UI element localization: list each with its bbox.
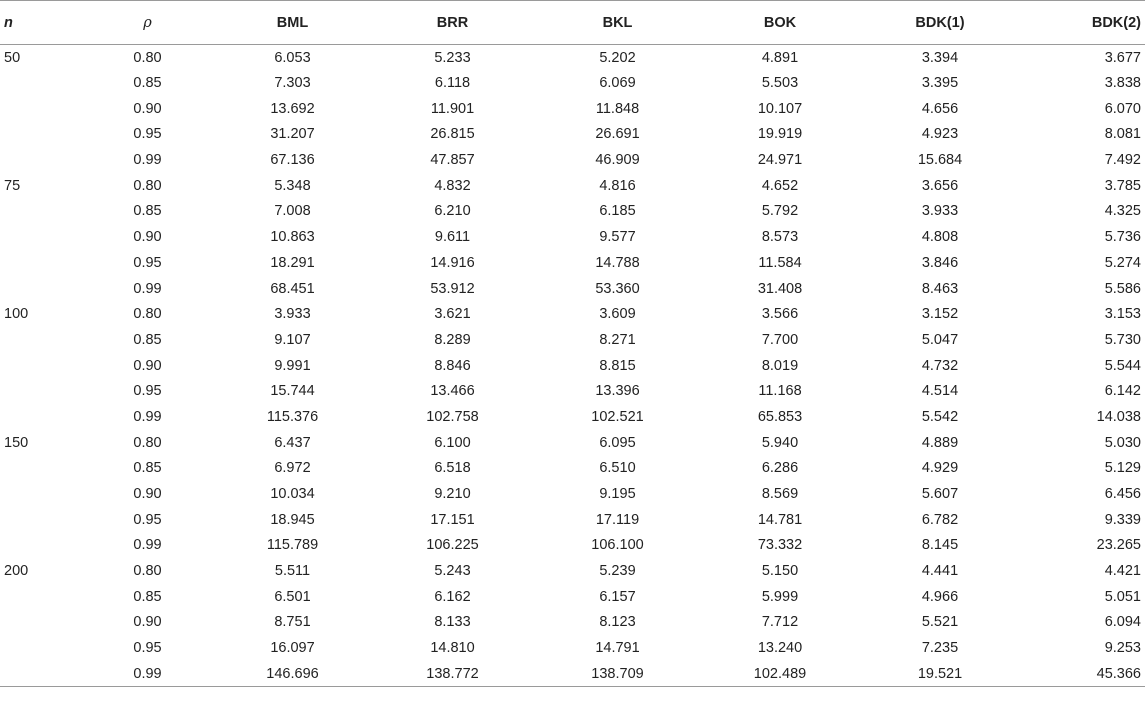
cell-bkl: 6.157 <box>599 588 636 605</box>
cell-rho: 0.99 <box>133 152 162 169</box>
table-row <box>0 481 1145 507</box>
table-row <box>0 147 1145 173</box>
cell-brr: 3.621 <box>434 306 471 323</box>
cell-bml: 10.863 <box>270 229 315 246</box>
cell-rho: 0.85 <box>133 331 162 348</box>
cell-bdk2: 23.265 <box>1096 537 1141 554</box>
cell-bml: 8.751 <box>274 614 311 631</box>
cell-n <box>0 661 80 687</box>
cell-bdk1: 5.542 <box>921 408 959 425</box>
cell-brr: 47.857 <box>430 152 475 169</box>
table-row <box>0 378 1145 404</box>
cell-bkl: 17.119 <box>595 511 640 528</box>
cell-bok: 4.891 <box>761 49 799 66</box>
cell-bkl: 9.195 <box>599 486 636 503</box>
cell-rho: 0.95 <box>133 383 162 400</box>
cell-rho: 0.99 <box>133 537 162 554</box>
cell-brr: 4.832 <box>434 177 471 194</box>
cell-brr: 6.210 <box>434 203 471 220</box>
cell-bdk2: 9.253 <box>1104 640 1141 657</box>
cell-brr: 106.225 <box>426 537 479 554</box>
cell-bok: 11.584 <box>758 254 802 271</box>
cell-n <box>0 276 80 302</box>
cell-bok: 7.712 <box>761 614 799 631</box>
cell-bdk1: 4.966 <box>921 588 959 605</box>
cell-n <box>0 353 80 379</box>
cell-n <box>0 456 80 482</box>
cell-brr: 14.810 <box>430 640 475 657</box>
cell-bkl: 5.202 <box>599 49 636 66</box>
cell-rho: 0.80 <box>133 434 162 451</box>
cell-rho: 0.80 <box>133 563 162 580</box>
cell-bok: 3.566 <box>761 306 799 323</box>
cell-brr: 5.233 <box>434 49 471 66</box>
cell-bdk1: 5.047 <box>921 331 959 348</box>
table-row <box>0 276 1145 302</box>
cell-brr: 138.772 <box>370 661 535 687</box>
table-row <box>0 45 1145 71</box>
cell-bml: 31.207 <box>270 126 315 143</box>
cell-bdk1: 4.514 <box>921 383 959 400</box>
cell-rho: 0.80 <box>133 177 162 194</box>
cell-bkl: 26.691 <box>595 126 640 143</box>
cell-bml: 146.696 <box>215 661 370 687</box>
cell-rho: 0.99 <box>133 280 162 297</box>
cell-bml: 115.376 <box>266 408 319 425</box>
header-n: n <box>0 1 80 45</box>
cell-bdk2: 5.030 <box>1104 434 1141 451</box>
cell-bdk1: 6.782 <box>921 511 959 528</box>
table-row <box>0 70 1145 96</box>
cell-bdk2: 6.094 <box>1104 614 1141 631</box>
cell-bdk1: 3.152 <box>921 306 959 323</box>
cell-brr: 8.289 <box>434 331 471 348</box>
cell-bok: 65.853 <box>757 408 803 425</box>
cell-bkl: 6.185 <box>599 203 636 220</box>
cell-bok: 11.168 <box>758 383 802 400</box>
cell-bkl: 6.510 <box>599 460 636 477</box>
table-row <box>0 610 1145 636</box>
cell-n <box>0 147 80 173</box>
header-bdk1: BDK(1) <box>860 1 1020 45</box>
cell-brr: 26.815 <box>430 126 475 143</box>
cell-bok: 8.019 <box>761 357 799 374</box>
table-row <box>0 250 1145 276</box>
cell-bdk2: 7.492 <box>1104 152 1141 169</box>
header-bkl: BKL <box>535 1 700 45</box>
cell-brr: 9.611 <box>434 229 471 246</box>
cell-bml: 9.991 <box>274 357 311 374</box>
table-row <box>0 507 1145 533</box>
cell-bok: 7.700 <box>761 331 799 348</box>
cell-rho: 0.90 <box>133 229 162 246</box>
table-row <box>0 327 1145 353</box>
table-row <box>0 635 1145 661</box>
cell-bok: 8.569 <box>761 486 799 503</box>
table-row <box>0 199 1145 225</box>
cell-bml: 6.437 <box>274 434 311 451</box>
cell-rho: 0.85 <box>133 75 162 92</box>
cell-bok: 5.503 <box>761 75 799 92</box>
cell-n <box>0 533 80 559</box>
cell-bml: 15.744 <box>270 383 315 400</box>
table-body <box>0 45 1145 687</box>
cell-bok: 4.652 <box>761 177 799 194</box>
cell-bdk1: 3.933 <box>921 203 959 220</box>
cell-bok: 19.919 <box>757 126 803 143</box>
cell-rho: 0.85 <box>133 588 162 605</box>
cell-n <box>0 327 80 353</box>
header-bok: BOK <box>700 1 860 45</box>
cell-bok: 5.999 <box>761 588 799 605</box>
cell-n <box>0 610 80 636</box>
cell-bdk1: 3.656 <box>921 177 959 194</box>
cell-bdk1: 7.235 <box>921 640 959 657</box>
cell-bkl: 6.069 <box>599 75 636 92</box>
cell-bml: 16.097 <box>270 640 315 657</box>
table-row <box>0 661 1145 687</box>
cell-brr: 8.846 <box>434 357 471 374</box>
cell-rho: 0.95 <box>133 640 162 657</box>
cell-bml: 9.107 <box>274 331 311 348</box>
table-row <box>0 533 1145 559</box>
cell-bok: 14.781 <box>757 511 803 528</box>
cell-bok: 8.573 <box>761 229 799 246</box>
cell-bml: 10.034 <box>270 486 315 503</box>
cell-n <box>0 404 80 430</box>
cell-bdk1: 4.808 <box>921 229 959 246</box>
cell-brr: 6.162 <box>434 588 471 605</box>
cell-bml: 13.692 <box>270 100 315 117</box>
table-row <box>0 430 1145 456</box>
cell-brr: 6.118 <box>434 75 471 92</box>
cell-bok: 31.408 <box>757 280 803 297</box>
cell-bdk2: 45.366 <box>1020 661 1145 687</box>
cell-rho: 0.85 <box>133 460 162 477</box>
cell-bdk2: 4.325 <box>1104 203 1141 220</box>
cell-brr: 11.901 <box>430 100 475 117</box>
cell-bdk2: 5.730 <box>1104 331 1141 348</box>
cell-bkl: 8.123 <box>599 614 636 631</box>
table-row <box>0 122 1145 148</box>
cell-brr: 102.758 <box>426 408 479 425</box>
cell-bkl: 9.577 <box>599 229 636 246</box>
header-bdk2: BDK(2) <box>1020 1 1145 45</box>
cell-bdk1: 4.889 <box>921 434 959 451</box>
table-row <box>0 173 1145 199</box>
table-row <box>0 353 1145 379</box>
cell-bdk2: 6.456 <box>1104 486 1141 503</box>
cell-bkl: 53.360 <box>595 280 640 297</box>
cell-bdk2: 5.129 <box>1104 460 1141 477</box>
cell-bdk1: 15.684 <box>917 152 963 169</box>
cell-bdk2: 4.421 <box>1104 563 1141 580</box>
cell-bkl: 6.095 <box>599 434 636 451</box>
table-row <box>0 404 1145 430</box>
cell-bml: 6.053 <box>274 49 311 66</box>
cell-bok: 6.286 <box>761 460 799 477</box>
cell-bok: 73.332 <box>757 537 803 554</box>
cell-brr: 13.466 <box>430 383 475 400</box>
cell-bdk1: 4.656 <box>921 100 959 117</box>
cell-bkl: 14.788 <box>595 254 640 271</box>
cell-bdk1: 5.607 <box>921 486 959 503</box>
cell-bdk1: 8.145 <box>921 537 959 554</box>
cell-bkl: 8.271 <box>599 331 636 348</box>
cell-n: 50 <box>4 49 21 66</box>
cell-bdk2: 8.081 <box>1104 126 1141 143</box>
cell-bdk1: 4.923 <box>921 126 959 143</box>
cell-bkl: 102.521 <box>591 408 644 425</box>
cell-bdk1: 8.463 <box>921 280 959 297</box>
cell-bdk2: 5.586 <box>1104 280 1141 297</box>
cell-bml: 6.972 <box>274 460 311 477</box>
cell-n <box>0 481 80 507</box>
cell-bkl: 4.816 <box>599 177 636 194</box>
header-brr: BRR <box>370 1 535 45</box>
table-row <box>0 456 1145 482</box>
cell-bml: 7.303 <box>274 75 311 92</box>
cell-bok: 102.489 <box>700 661 860 687</box>
cell-bml: 7.008 <box>274 203 311 220</box>
header-bml: BML <box>215 1 370 45</box>
cell-rho: 0.95 <box>133 254 162 271</box>
cell-bdk1: 4.929 <box>921 460 959 477</box>
cell-brr: 9.210 <box>434 486 471 503</box>
cell-bok: 5.792 <box>761 203 799 220</box>
cell-n <box>0 122 80 148</box>
cell-n <box>0 96 80 122</box>
cell-bml: 5.348 <box>274 177 311 194</box>
cell-n <box>0 199 80 225</box>
cell-rho: 0.99 <box>80 661 215 687</box>
cell-brr: 14.916 <box>430 254 475 271</box>
cell-bdk2: 5.736 <box>1104 229 1141 246</box>
cell-bdk2: 9.339 <box>1104 511 1141 528</box>
cell-bdk2: 5.051 <box>1104 588 1141 605</box>
cell-bdk2: 3.838 <box>1104 75 1141 92</box>
cell-n: 100 <box>4 306 29 323</box>
cell-bml: 115.789 <box>266 537 319 554</box>
cell-bdk2: 6.142 <box>1104 383 1141 400</box>
cell-bdk1: 4.732 <box>921 357 959 374</box>
cell-rho: 0.80 <box>133 306 162 323</box>
cell-n <box>0 584 80 610</box>
cell-bdk2: 5.544 <box>1104 357 1141 374</box>
cell-bml: 18.945 <box>270 511 315 528</box>
cell-n: 150 <box>4 434 29 451</box>
cell-bml: 3.933 <box>274 306 311 323</box>
cell-bkl: 46.909 <box>595 152 640 169</box>
cell-bkl: 106.100 <box>591 537 644 554</box>
cell-brr: 53.912 <box>430 280 475 297</box>
cell-brr: 17.151 <box>430 511 475 528</box>
cell-n <box>0 250 80 276</box>
cell-bkl: 11.848 <box>595 100 640 117</box>
cell-bkl: 3.609 <box>599 306 636 323</box>
cell-bok: 13.240 <box>757 640 803 657</box>
table-row <box>0 224 1145 250</box>
cell-rho: 0.85 <box>133 203 162 220</box>
cell-brr: 8.133 <box>434 614 471 631</box>
cell-bkl: 13.396 <box>595 383 640 400</box>
cell-bdk1: 3.846 <box>921 254 959 271</box>
cell-bdk2: 3.785 <box>1104 177 1141 194</box>
cell-bdk1: 5.521 <box>921 614 959 631</box>
table-row <box>0 584 1145 610</box>
cell-bok: 10.107 <box>757 100 803 117</box>
cell-bdk2: 5.274 <box>1104 254 1141 271</box>
cell-bdk1: 3.395 <box>921 75 959 92</box>
cell-n: 200 <box>4 563 29 580</box>
cell-rho: 0.90 <box>133 100 162 117</box>
cell-rho: 0.80 <box>133 49 162 66</box>
cell-n <box>0 70 80 96</box>
cell-brr: 6.518 <box>434 460 471 477</box>
cell-bdk2: 6.070 <box>1104 100 1141 117</box>
cell-rho: 0.99 <box>133 408 162 425</box>
cell-bdk2: 14.038 <box>1096 408 1141 425</box>
cell-n <box>0 378 80 404</box>
table-row <box>0 96 1145 122</box>
header-rho: ρ <box>80 1 215 45</box>
cell-bdk1: 19.521 <box>860 661 1020 687</box>
cell-bok: 24.971 <box>757 152 803 169</box>
cell-n <box>0 507 80 533</box>
cell-bok: 5.150 <box>761 563 799 580</box>
cell-bdk2: 3.153 <box>1104 306 1141 323</box>
cell-bkl: 138.709 <box>535 661 700 687</box>
cell-rho: 0.90 <box>133 486 162 503</box>
table-row <box>0 301 1145 327</box>
cell-bkl: 5.239 <box>599 563 636 580</box>
header-row <box>0 1 1145 45</box>
cell-brr: 6.100 <box>434 434 471 451</box>
cell-bdk1: 4.441 <box>921 563 959 580</box>
cell-bml: 6.501 <box>274 588 311 605</box>
cell-bok: 5.940 <box>761 434 799 451</box>
table-header <box>0 1 1145 45</box>
cell-bml: 67.136 <box>270 152 315 169</box>
cell-rho: 0.90 <box>133 357 162 374</box>
table-row <box>0 558 1145 584</box>
cell-n: 75 <box>4 177 21 194</box>
cell-rho: 0.95 <box>133 126 162 143</box>
cell-brr: 5.243 <box>434 563 471 580</box>
cell-bml: 5.511 <box>274 563 311 580</box>
cell-bdk2: 3.677 <box>1104 49 1141 66</box>
cell-bml: 18.291 <box>270 254 315 271</box>
cell-rho: 0.90 <box>133 614 162 631</box>
cell-bkl: 14.791 <box>595 640 640 657</box>
cell-rho: 0.95 <box>133 511 162 528</box>
cell-bdk1: 3.394 <box>921 49 959 66</box>
cell-bml: 68.451 <box>270 280 315 297</box>
cell-bkl: 8.815 <box>599 357 636 374</box>
cell-n <box>0 224 80 250</box>
cell-n <box>0 635 80 661</box>
